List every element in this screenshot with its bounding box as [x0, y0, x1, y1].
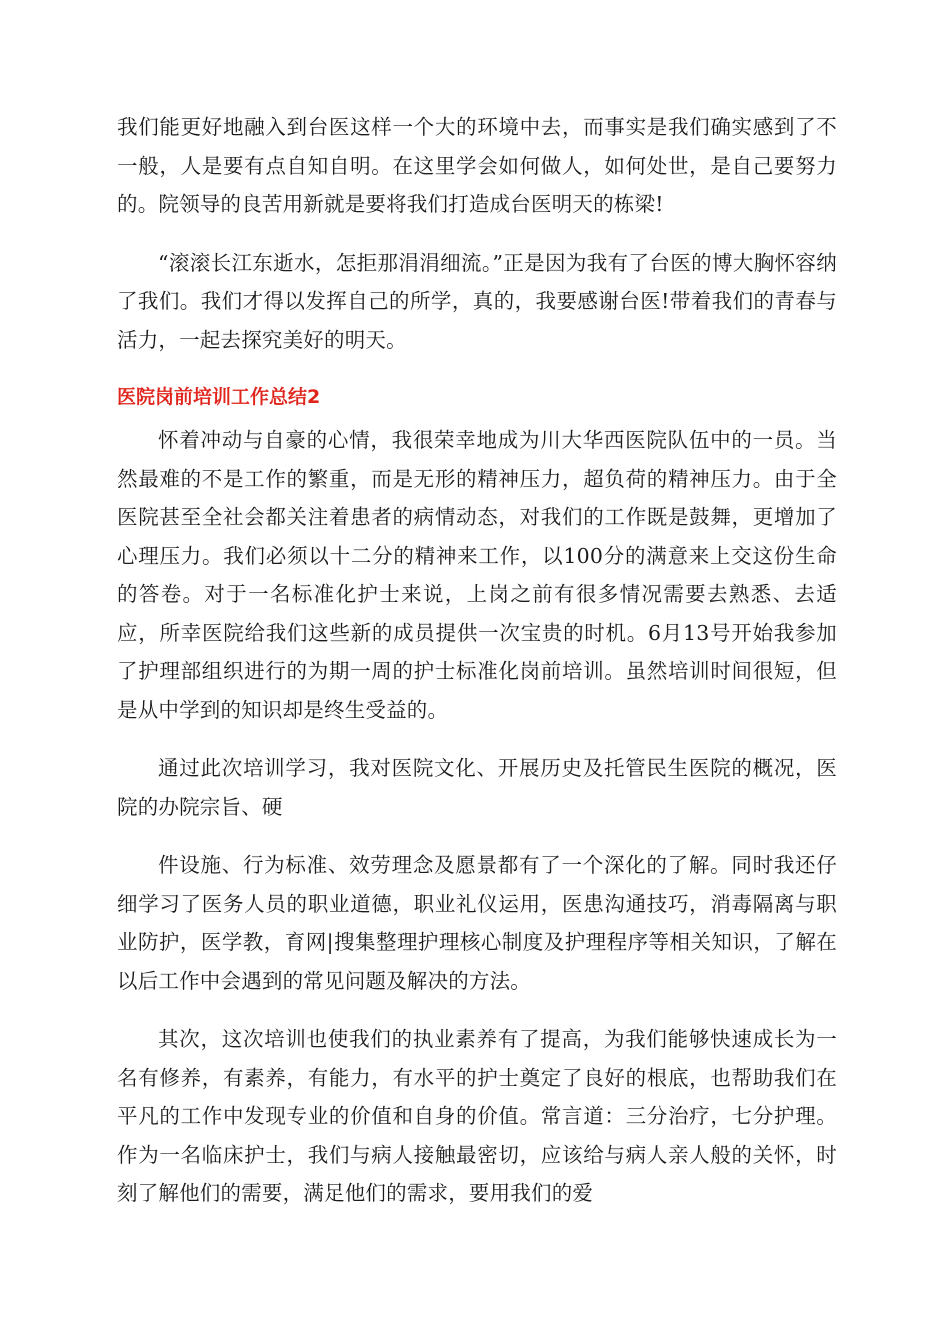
- section-heading: 医院岗前培训工作总结2: [117, 386, 321, 408]
- paragraph-3: 怀着冲动与自豪的心情，我很荣幸地成为川大华西医院队伍中的一员。当然最难的不是工作的繁重，而是无形的精神压力，超负荷的精神压力。由于全医院甚至全社会都关注着患者的病情动态，对我们的工作既是鼓舞，更增加了心理压力。我们必须以十二分的精神来工作，以100分的满意来上交这份生命的答卷。对于一名标准化护士来说，上岗之前有很多情况需要去熟悉、去适应，所幸医院给我们这些新的成员提供一次宝贵的时机。6月13号开始我参加了护理部组织进行的为期一周的护士标准化岗前培训。虽然培训时间很短，但是从中学到的知识却是终生受益的。: [117, 428, 837, 722]
- paragraph-6: 其次，这次培训也使我们的执业素养有了提高，为我们能够快速成长为一名有修养，有素养，有能力，有水平的护士奠定了良好的根底，也帮助我们在平凡的工作中发现专业的价值和自身的价值。常言道：三分治疗，七分护理。作为一名临床护士，我们与病人接触最密切，应该给与病人亲人般的关怀，时刻了解他们的需要，满足他们的需求，要用我们的爱: [117, 1027, 837, 1205]
- paragraph-4: 通过此次培训学习，我对医院文化、开展历史及托管民生医院的概况，医院的办院宗旨、硬: [117, 756, 837, 819]
- paragraph-2: “滚滚长江东逝水，怎拒那涓涓细流。”正是因为我有了台医的博大胸怀容纳了我们。我们才得以发挥自己的所学，真的，我要感谢台医!带着我们的青春与活力，一起去探究美好的明天。: [117, 250, 837, 352]
- paragraph-1: 我们能更好地融入到台医这样一个大的环境中去，而事实是我们确实感到了不一般，人是要有点自知自明。在这里学会如何做人，如何处世，是自己要努力的。院领导的良苦用新就是要将我们打造成台医明天的栋梁!: [117, 115, 837, 216]
- paragraph-5: 件设施、行为标准、效劳理念及愿景都有了一个深化的了解。同时我还仔细学习了医务人员的职业道德，职业礼仪运用，医患沟通技巧，消毒隔离与职业防护，医学教，育网|搜集整理护理核心制度及护理程序等相关知识，了解在以后工作中会遇到的常见问题及解决的方法。: [117, 853, 837, 993]
- document-body: [117, 108, 837, 1233]
